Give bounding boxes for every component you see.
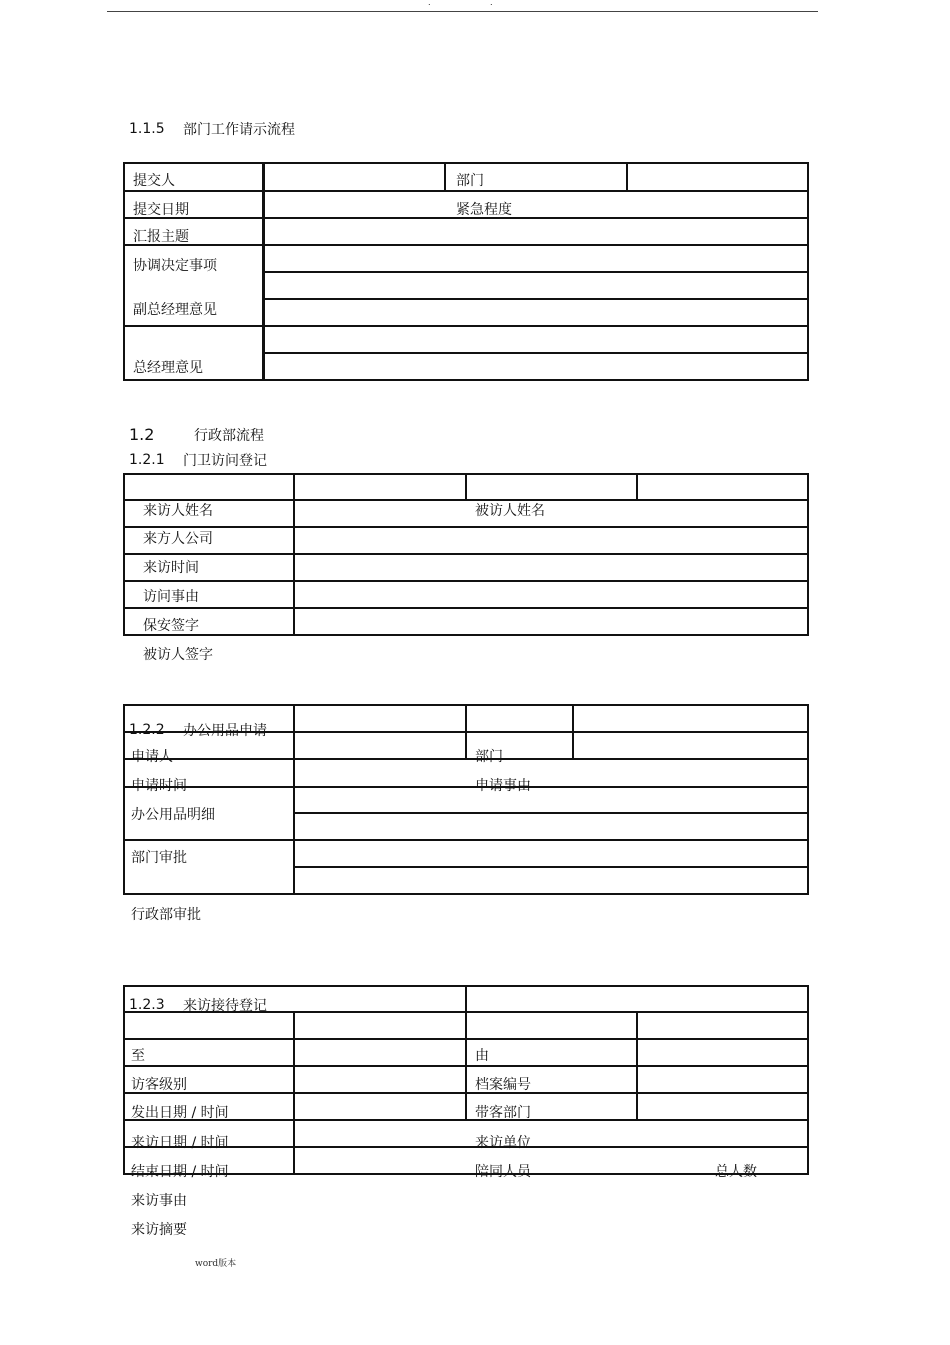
header-mark: . [428, 0, 431, 7]
visit-reason-label: 来访事由 [131, 1193, 187, 1209]
visited-name-label: 被访人姓名 [475, 503, 545, 519]
deputy-gm-opinion-label: 副总经理意见 [133, 302, 217, 318]
report-topic-label: 汇报主题 [133, 229, 189, 245]
header-rule [107, 11, 818, 12]
department-label: 部门 [456, 173, 484, 189]
department-label: 部门 [475, 749, 503, 765]
footer-text: word版本 [195, 1259, 237, 1269]
visit-unit-label: 来访单位 [475, 1135, 531, 1151]
section-title: 来访接待登记 [183, 998, 267, 1014]
submit-date-label: 提交日期 [133, 202, 189, 218]
visitor-name-label: 来访人姓名 [143, 503, 213, 519]
from-label: 由 [475, 1048, 489, 1064]
issue-datetime-label: 发出日期 / 时间 [131, 1105, 229, 1121]
accompany-label: 陪同人员 [475, 1164, 531, 1180]
section-title: 行政部流程 [194, 428, 264, 444]
dept-approval-label: 部门审批 [131, 850, 187, 866]
end-datetime-label: 结束日期 / 时间 [131, 1164, 229, 1180]
section-number: 1.1.5 [129, 121, 165, 137]
visitor-company-label: 来方人公司 [143, 531, 213, 547]
section-number: 1.2 [129, 425, 155, 444]
urgency-label: 紧急程度 [456, 202, 512, 218]
visit-time-label: 来访时间 [143, 560, 199, 576]
visit-reason-label: 访问事由 [143, 589, 199, 605]
total-label: 总人数 [715, 1164, 757, 1180]
host-dept-label: 带客部门 [475, 1105, 531, 1121]
coordination-label: 协调决定事项 [133, 258, 217, 274]
section-number: 1.2.3 [129, 997, 165, 1013]
apply-time-label: 申请时间 [131, 778, 187, 794]
section-title: 部门工作请示流程 [183, 122, 295, 138]
section-title: 门卫访问登记 [183, 453, 267, 469]
header-mark: . [490, 0, 493, 7]
applicant-label: 申请人 [131, 749, 173, 765]
section-number: 1.2.2 [129, 722, 165, 738]
section-title: 办公用品申请 [183, 723, 267, 739]
file-number-label: 档案编号 [475, 1077, 531, 1093]
admin-approval-label: 行政部审批 [131, 907, 201, 923]
visitor-level-label: 访客级别 [131, 1077, 187, 1093]
visited-sign-label: 被访人签字 [143, 647, 213, 663]
gm-opinion-label: 总经理意见 [133, 360, 203, 376]
apply-reason-label: 申请事由 [475, 778, 531, 794]
visit-datetime-label: 来访日期 / 时间 [131, 1135, 229, 1151]
section-number: 1.2.1 [129, 452, 165, 468]
to-label: 至 [131, 1048, 145, 1064]
visit-summary-label: 来访摘要 [131, 1222, 187, 1238]
guard-sign-label: 保安签字 [143, 618, 199, 634]
submitter-label: 提交人 [133, 173, 175, 189]
details-label: 办公用品明细 [131, 807, 215, 823]
